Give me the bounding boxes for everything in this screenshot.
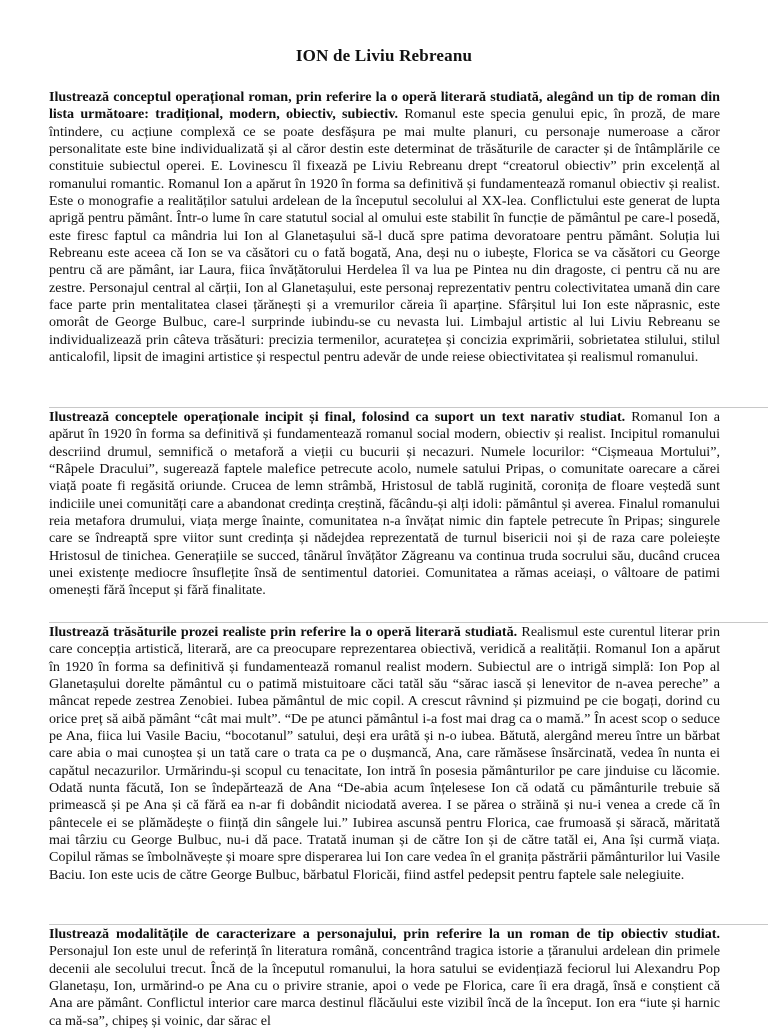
section-body: Personajul Ion este unul de referință în literatura română, concentrând tragica istorie a țăranului ardelean din primele decenii ale secolului trecut. Încă de la începutul romanului, la hora satului se evidențiază feciorul lui Alexandru Pop Glanetașu, Ion, urmărind-o pe Ana cu o privire stranie, apoi o vede pe Florica, care îi era dragă, însă e conștient că Ana are pământ. Conflictul interior care marca destinul flăcăului este vizibil încă de la început. Ion era “iute și harnic ca mă-sa”, chipeș și voinic, dar sărac el [49, 943, 720, 1029]
section-body: Realismul este curentul literar prin care concepția artistică, literară, are ca preocupare reprezentarea obiectivă, veridică a realității. Romanul Ion a apărut în 1920 în forma sa definitivă și fundamentează romanul realist modern. Subiectul are o intrigă simplă: Ion Pop al Glanetașului dorelte pământul cu o patimă mistuitoare căci tatăl său “sărac iască și lenevitor de n-avea pereche” a mâncat repede zestrea Zenobiei. Iubea pământul de mic copil. A crescut râvnind și pizmuind pe cie bogați, dorind cu orice preț să aibă pământ “cât mai mult”. “De pe atunci pământul i-a fost mai drag ca o mamă.” În acest scop o seduce pe Ana, fiica lui Vasile Baciu, “bocotanul” satului, deși era urâtă și n-o iubea. Bătută, alergând mereu între un bărbat care abia o mai cunoștea și un tată care o trata ca pe o dușmancă, Ana, care rămăsese însărcinată, vedea în nunta ei capătul necazurilor. Urmărindu-și scopul cu tenacitate, Ion intră în posesia pământurilor pe care jinduise cu lăcomie. Odată nunta făcută, Ion se îndepărtează de Ana “De-abia acum înțelesese Ion că odată cu pământurile trebuie să primească și pe Ana și că fără ea n-ar fi dobândit niciodată averea. I se părea o străină și nu-i venea a crede că în pântecele ei se plămădește o ființă din sângele lui.” Iubirea ascunsă pentru Florica, cae frumoasă și săracă, măritată mai târziu cu George Bulbuc, nu-i dă pace. Tratată inuman și de către Ion și de către tatăl ei, Ana își curmă viața. Copilul rămas se îmbolnăvește și moare spre disperarea lui Ion care vedea în el granița păstrării pământurilor lui Vasile Baciu. Ion este ucis de către George Bulbuc, bărbatul Floricăi, fiind astfel pedepsit pentru faptele sale nelegiuite. [49, 624, 720, 883]
section-realist-prose [49, 624, 720, 884]
section-heading: Ilustrează trăsăturile prozei realiste prin referire la o operă literară studiată. [49, 624, 518, 640]
section-heading: Ilustrează modalitățile de caracterizare a personajului, prin referire la un roman de tip obiectiv studiat. [49, 926, 720, 942]
divider [49, 407, 768, 408]
section-character-portrayal [49, 926, 720, 1030]
divider [49, 924, 768, 925]
document-title: ION de Liviu Rebreanu [295, 46, 473, 65]
section-roman-concept [49, 89, 720, 367]
section-incipit-final [49, 409, 720, 600]
section-body: Romanul este specia genului epic, în proză, de mare întindere, cu acțiune complexă ce se poate desfășura pe mai multe planuri, cu personaje numeroase a căror personalitate este bine individualizată și al căror destin este determinat de trăsăturile de caracter și de întâmplările ce constituie subiectul operei. E. Lovinescu îl fixează pe Liviu Rebreanu drept “creatorul obiectiv” prin excelență al romanului romantic. Romanul Ion a apărut în 1920 în forma sa definitivă și fundamentează romanul obiectiv și realist. Este o monografie a realităților satului ardelean de la începutul secolului al XX-lea. Conflictului este generat de lupta aprigă pentru pământ. Într-o lume în care statutul social al omului este stabilit în funcție de pământul pe care-l posedă, este firesc faptul ca mândria lui Ion al Glanetașului să-l ducă spre patima devoratoare pentru pământ. Soluția lui Rebreanu este aceea că Ion se va căsători cu o fată bogată, Ana, deși nu o iubește, Florica se va căsători cu George pentru că are pământ, iar Laura, fiica învățătorului Herdelea îl va lua pe Pintea nu din dragoste, ci pentru că nu are zestre. Personajul central al cărții, Ion al Glanetașului, este personaj reprezentativ pentru colectivitatea umană din care face parte prin mentalitatea clasei țărănești și a vremurilor căreia îi aparține. Sfârșitul lui Ion este năprasnic, este omorât de George Bulbuc, care-l surprinde iubindu-se cu nevasta lui. Limbajul artistic al lui Liviu Rebreanu se individualizează prin câteva trăsături: precizia termenilor, acuratețea și concizia exprimării, sobrietatea stilului, stilul anticalofil, lipsit de imagini artistice și respectul pentru adevăr de unde reiese obiectivitatea și realismul romanului. [49, 106, 720, 366]
section-heading: Ilustrează conceptele operaționale incipit și final, folosind ca suport un text narativ studiat. [49, 409, 626, 425]
section-heading: Ilustrează conceptul operațional roman, prin referire la o operă literară studiată, alegând un tip de roman din lista următoare: tradițional, modern, obiectiv, subiectiv. [49, 89, 720, 123]
divider [49, 622, 768, 623]
section-body: Romanul Ion a apărut în 1920 în forma sa definitivă și fundamentează romanul social modern, obiectiv și realist. Incipitul romanului descriind drumul, semnifică o metaforă a vieții cu bucurii și necazuri. Numele locurilor: “Cișmeaua Mortului”, “Râpele Dracului”, sugerează faptele malefice petrecute acolo, numele satului Pripas, o comunitate oarecare a cărei viață poate fi regăsită oriunde. Crucea de lemn strâmbă, Hristosul de tablă ruginită, coronița de floare veștedă sunt indiciile unei comunități care a abandonat credința creștină, făcându-și alți idoli: pământul și averea. Finalul romanului reia metafora drumului, viața merge înainte, comunitatea n-a învățat nimic din faptele petrecute în Pripas; singurele care se îndreaptă spre viitor sunt credința și nădejdea reprezentată de turnul bisericii noi și de raza care poleiește Hristosul de tinichea. Generațiile se succed, tânărul învățător Zăgreanu va continua truda socrului său, ducând crucea unei existențe mediocre însuflețite însă de sentimentul datoriei. Comunitatea a rămas aceiași, o vâltoare de patimi omenești fără început și fără finalitate. [49, 409, 720, 599]
